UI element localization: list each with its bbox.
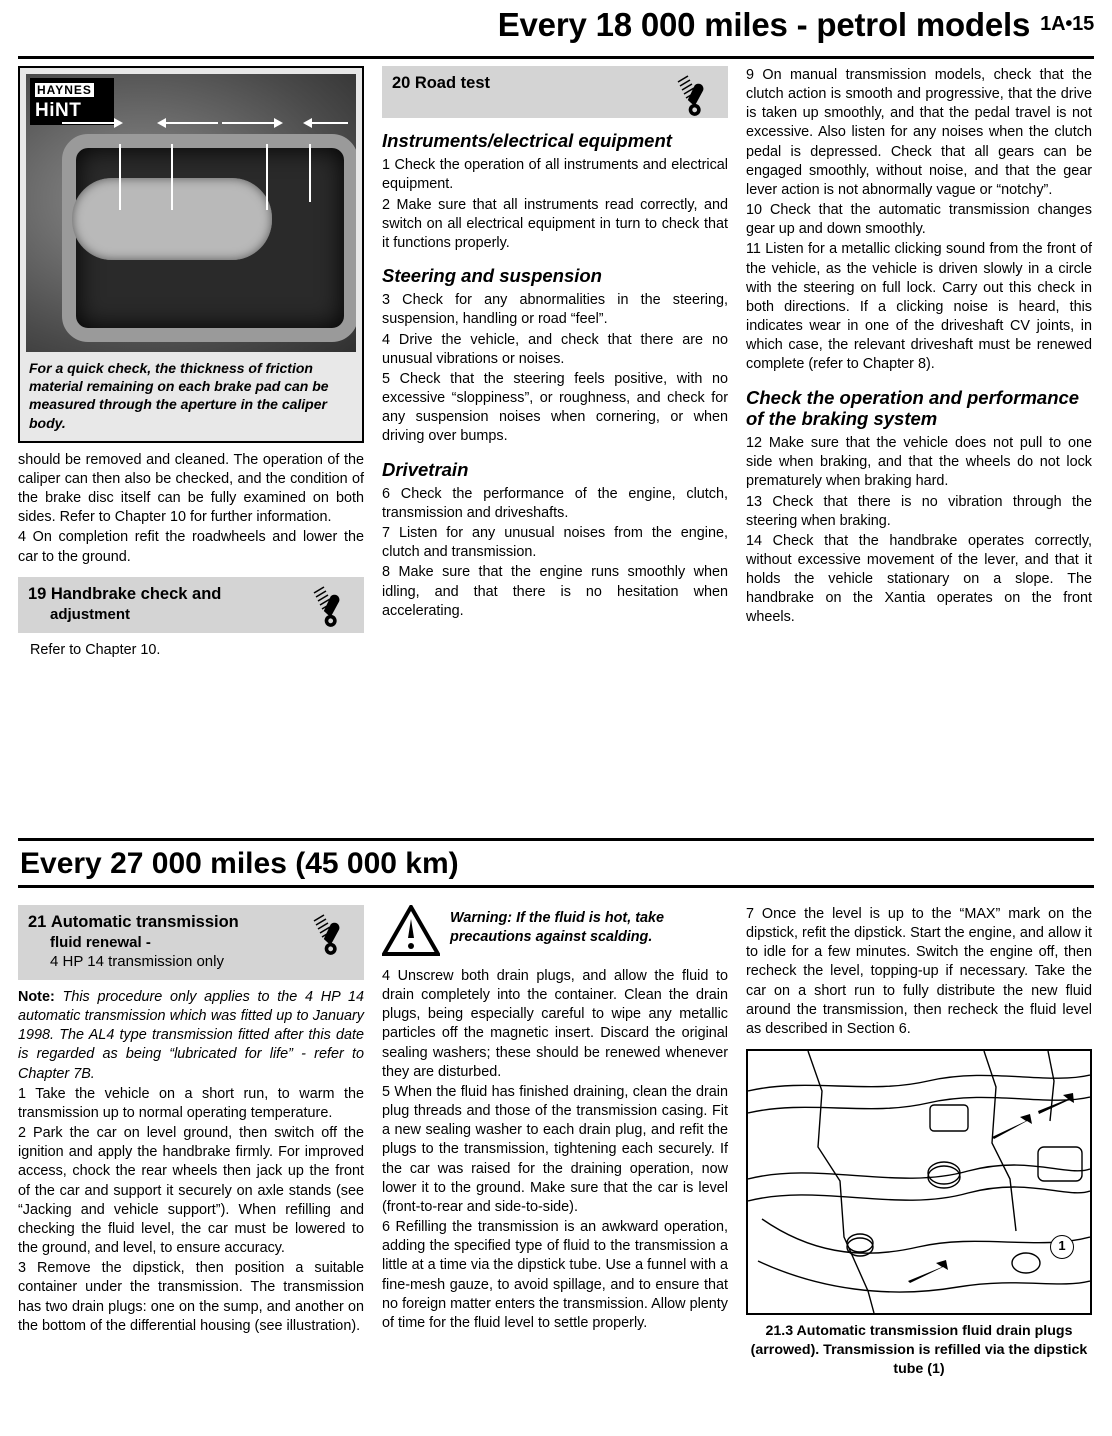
measure-tick [171, 144, 173, 210]
hint-label: HiNT [35, 100, 82, 121]
paragraph-4: 4 On completion refit the roadwheels and lower the car to the ground. [18, 529, 364, 565]
page-title-text: Every 18 000 miles - petrol models [497, 6, 1031, 43]
task-subtitle-21: 4 HP 14 transmission only [50, 953, 224, 970]
arrow-icon [62, 122, 114, 124]
banner-rule-bottom [18, 885, 1094, 888]
paragraph-2: 2 Park the car on level ground, then switch off the ignition and apply the handbrake firmly. For improved access, chock the rear wheels then jack up the front of the car and support it securely on axle stands (see “Jacking and vehicle support”). When refilling and checking the fluid level, the car must be lowered to the ground, and level, to ensure accuracy. [18, 1125, 364, 1257]
header-rule [18, 56, 1094, 59]
haynes-label: HAYNES [37, 83, 92, 97]
brake-caliper-photo [26, 74, 356, 352]
column-3a [746, 66, 1092, 661]
paragraph-4: 4 Drive the vehicle, and check that there are no unusual vibrations or noises. [382, 331, 728, 367]
warning-text: If the fluid is hot, take precautions against scalding. [450, 910, 665, 945]
task-number-20: 20 [392, 74, 411, 92]
subheading-steering: Steering and suspension [382, 265, 602, 287]
page-reference: 1A•15 [1040, 13, 1094, 35]
measure-tick [266, 144, 268, 210]
paragraph-1: 1 Check the operation of all instruments and electrical equipment. [382, 157, 728, 193]
warning-text-wrap [450, 905, 728, 946]
paragraph-continued: should be removed and cleaned. The operation of the caliper can then also be checked, and the condition of the brake disc itself can be fully examined on both sides. Refer to Chapter 10 for further information. [18, 451, 364, 526]
paragraph-6: 6 Check the performance of the engine, clutch, transmission and driveshafts. [382, 485, 728, 521]
column-2a [382, 66, 728, 661]
measure-tick [119, 144, 121, 210]
column-1a [18, 66, 364, 661]
spanner-rating-icon [310, 911, 356, 955]
note-paragraph [18, 988, 364, 1084]
paragraph-13: 13 Check that there is no vibration through the steering when braking. [746, 493, 1092, 529]
paragraph-11: 11 Listen for a metallic clicking sound from the front of the vehicle, as the vehicle is driven slowly in a circle with the steering on full lock. Carry out this check in both directions. If a clicking noise is heard, this indicates wear in one of the driveshaft CV joints, in which case, the relevant driveshaft must be renewed complete (refer to Chapter 8). [746, 241, 1092, 373]
arrow-icon [312, 122, 348, 124]
task-number-19: 19 [28, 584, 47, 603]
figure-21-3 [746, 1049, 1092, 1378]
page-title [18, 6, 1094, 44]
paragraph-4: 4 Unscrew both drain plugs, and allow the fluid to drain completely into the container. Clean the drain plugs, being especially careful to wipe any metallic particles off the magnetic insert. Discard the original sealing washers; these should be renewed whenever they are disturbed. [382, 968, 728, 1080]
paragraph-7: 7 Once the level is up to the “MAX” mark on the dipstick, refit the dipstick. Start the engine, and allow it to idle for a few minutes. Switch the engine off, then recheck the level, topping-up if necessary. Take the car on a short run to fully distribute the new fluid around the transmission, then recheck the fluid level as described in Section 6. [746, 906, 1092, 1037]
note-text: This procedure only applies to the 4 HP 14 automatic transmission which was fitted up to January 1998. The AL4 type transmission fitted after this date is regarded as being “lubricated for life” - refer to Chapter 7B. [18, 989, 364, 1082]
paragraph-6: 6 Refilling the transmission is an awkward operation, adding the specified type of fluid to the transmission a little at a time via the dipstick tube. Use a funnel with a fine-mesh gauze, to avoid spillage, and to ensure that no foreign matter enters the transmission. Allow plenty of time for the fluid level to settle properly. [382, 1219, 728, 1331]
task-heading-20 [382, 66, 728, 118]
task-title-19: Handbrake check and [50, 584, 222, 603]
section-18000-miles [18, 66, 1094, 661]
transmission-drain-plug-illustration [748, 1051, 1090, 1313]
arrow-icon [222, 122, 274, 124]
task-title-21: Automatic transmission [50, 913, 239, 931]
figure-frame [746, 1049, 1092, 1315]
task-heading-21 [18, 905, 364, 980]
paragraph-8: 8 Make sure that the engine runs smoothly when idling, and that there is no hesitation when accelerating. [382, 564, 728, 619]
task-title-21-line2: fluid renewal - [50, 934, 151, 951]
note-label: Note: [18, 989, 55, 1005]
paragraph-5: 5 Check that the steering feels positive, with no excessive “sloppiness”, or roughness, and check for any suspension noises when cornering, or when driving over bumps. [382, 370, 728, 445]
warning-triangle-icon [382, 905, 440, 957]
warning-label: Warning: [450, 910, 513, 926]
paragraph-12: 12 Make sure that the vehicle does not pull to one side when braking, and that the wheels do not lock prematurely when braking hard. [746, 435, 1092, 490]
task-heading-19 [18, 577, 364, 633]
task-number-21: 21 [28, 913, 47, 931]
column-3b [746, 905, 1092, 1378]
subheading-drivetrain: Drivetrain [382, 458, 469, 480]
warning-block [382, 905, 728, 957]
spanner-rating-icon [674, 72, 720, 116]
task-19-body: Refer to Chapter 10. [30, 641, 161, 658]
column-2b [382, 905, 728, 1378]
paragraph-3: 3 Check for any abnormalities in the steering, suspension, handling or road “feel”. [382, 292, 728, 328]
task-title-20: Road test [414, 74, 490, 92]
page-header [18, 6, 1094, 52]
arrow-icon [166, 122, 218, 124]
banner-title: Every 27 000 miles (45 000 km) [20, 847, 459, 880]
measurement-arrows [26, 108, 356, 138]
paragraph-9: 9 On manual transmission models, check that the clutch action is smooth and progressive, that the drive is taken up smoothly, and that the pedal travel is not excessive. Also listen for any noises when the clutch pedal is depressed. Check that all gears can be engaged smoothly, without noise, and that the gear lever action is not abnormally vague or “notchy”. [746, 67, 1092, 198]
paragraph-1: 1 Take the vehicle on a short run, to warm the transmission up to normal operating temperature. [18, 1085, 364, 1121]
subheading-instruments: Instruments/electrical equipment [382, 130, 672, 151]
haynes-hint-box [18, 66, 364, 443]
section-27000-miles [18, 905, 1094, 1378]
figure-caption: 21.3 Automatic transmission fluid drain plugs (arrowed). Transmission is refilled via the dipstick tube (1) [750, 1323, 1088, 1377]
paragraph-7: 7 Listen for any unusual noises from the engine, clutch and transmission. [382, 525, 728, 561]
task-title-19-line2: adjustment [50, 605, 131, 623]
measure-tick [309, 144, 311, 202]
column-1b [18, 905, 364, 1378]
paragraph-2: 2 Make sure that all instruments read correctly, and switch on all electrical equipment in turn to check that it functions properly. [382, 196, 728, 251]
callout-1: 1 [1050, 1235, 1074, 1259]
paragraph-14: 14 Check that the handbrake operates correctly, without excessive movement of the lever, and that it holds the vehicle stationary on a slope. The handbrake on the Xantia operates on the front wheels. [746, 532, 1092, 626]
subheading-braking: Check the operation and performance of the braking system [746, 386, 1080, 429]
spanner-rating-icon [310, 583, 356, 627]
three-column-layout-a [18, 66, 1094, 661]
hint-caption: For a quick check, the thickness of friction material remaining on each brake pad can be measured through the aperture in the caliper body. [29, 360, 329, 431]
three-column-layout-b [18, 905, 1094, 1378]
paragraph-10: 10 Check that the automatic transmission changes gear up and down smoothly. [746, 202, 1092, 238]
paragraph-3: 3 Remove the dipstick, then position a suitable container under the transmission. The transmission has two drain plugs: one on the sump, and another on the bottom of the differential housing (see illustration). [18, 1260, 364, 1334]
paragraph-5: 5 When the fluid has finished draining, clean the drain plug threads and those of the transmission casing. Fit a new sealing washer to each drain plug, and refit the plugs to the transmission, tightening each securely. If the car was raised for the draining operation, now lower it to the ground. Make sure that the car is level (front-to-rear and side-to-side). [382, 1083, 728, 1215]
section-banner-27000 [18, 838, 1094, 888]
